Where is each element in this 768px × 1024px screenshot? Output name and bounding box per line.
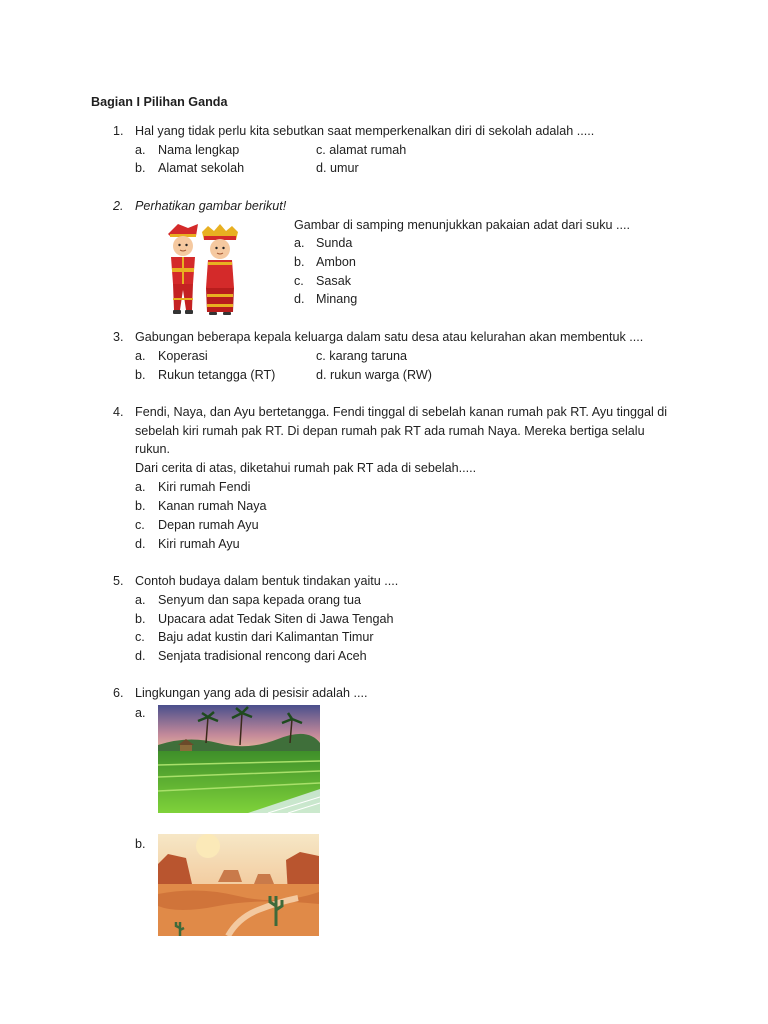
option-text: d. umur <box>316 161 359 175</box>
option-text: Kiri rumah Fendi <box>158 480 251 494</box>
option-text: c. karang taruna <box>316 349 408 363</box>
traditional-costume-image <box>162 218 240 318</box>
option-letter: c. <box>294 274 304 288</box>
question-text-line: rukun. <box>135 442 171 456</box>
option-text: Koperasi <box>158 349 208 363</box>
option-text: Ambon <box>316 255 356 269</box>
option-letter: b. <box>135 612 146 626</box>
desert-image <box>158 834 319 936</box>
question-text: Gambar di samping menunjukkan pakaian adat dari suku .... <box>294 218 631 232</box>
question-number: 2. <box>113 199 124 213</box>
option-letter: b. <box>135 499 146 513</box>
option-letter: b. <box>135 368 146 382</box>
question-number: 1. <box>113 124 124 138</box>
question-text: Hal yang tidak perlu kita sebutkan saat memperkenalkan diri di sekolah adalah ..... <box>135 124 595 138</box>
question-text: Gabungan beberapa kepala keluarga dalam satu desa atau kelurahan akan membentuk .... <box>135 330 644 344</box>
question-number: 5. <box>113 574 124 588</box>
option-letter: a. <box>135 480 146 494</box>
question-number: 6. <box>113 686 124 700</box>
question-intro: Perhatikan gambar berikut! <box>135 199 287 213</box>
option-text: Rukun tetangga (RT) <box>158 368 276 382</box>
option-text: Senyum dan sapa kepada orang tua <box>158 593 362 607</box>
option-text: Senjata tradisional rencong dari Aceh <box>158 649 367 663</box>
question-text-line: Fendi, Naya, dan Ayu bertetangga. Fendi tinggal di sebelah kanan rumah pak RT. Ayu tinggal di <box>135 405 668 419</box>
option-letter: d. <box>135 537 146 551</box>
option-text: Nama lengkap <box>158 143 240 157</box>
option-letter: c. <box>135 630 145 644</box>
question-number: 3. <box>113 330 124 344</box>
question-text-line: Dari cerita di atas, diketahui rumah pak RT ada di sebelah..... <box>135 461 477 475</box>
option-text: Baju adat kustin dari Kalimantan Timur <box>158 630 374 644</box>
option-text: Alamat sekolah <box>158 161 245 175</box>
option-text: d. rukun warga (RW) <box>316 368 432 382</box>
option-letter: a. <box>135 349 146 363</box>
option-text: Sasak <box>316 274 352 288</box>
option-letter: b. <box>294 255 305 269</box>
rice-field-image <box>158 705 320 813</box>
option-text: Kiri rumah Ayu <box>158 537 240 551</box>
option-letter: a. <box>135 143 146 157</box>
question-text: Contoh budaya dalam bentuk tindakan yaitu .... <box>135 574 399 588</box>
option-letter: a. <box>294 236 305 250</box>
option-letter: d. <box>294 292 305 306</box>
question-text: Lingkungan yang ada di pesisir adalah .... <box>135 686 368 700</box>
option-letter: c. <box>135 518 145 532</box>
option-text: Depan rumah Ayu <box>158 518 259 532</box>
option-letter: b. <box>135 837 146 851</box>
option-text: c. alamat rumah <box>316 143 407 157</box>
option-letter: b. <box>135 161 146 175</box>
question-text-line: sebelah kiri rumah pak RT. Di depan rumah pak RT ada rumah Naya. Mereka bertiga selalu <box>135 424 645 438</box>
option-letter: a. <box>135 706 146 720</box>
option-text: Sunda <box>316 236 353 250</box>
option-letter: d. <box>135 649 146 663</box>
section-title: Bagian I Pilihan Ganda <box>91 95 228 109</box>
option-letter: a. <box>135 593 146 607</box>
option-text: Upacara adat Tedak Siten di Jawa Tengah <box>158 612 394 626</box>
question-number: 4. <box>113 405 124 419</box>
option-text: Kanan rumah Naya <box>158 499 267 513</box>
option-text: Minang <box>316 292 358 306</box>
